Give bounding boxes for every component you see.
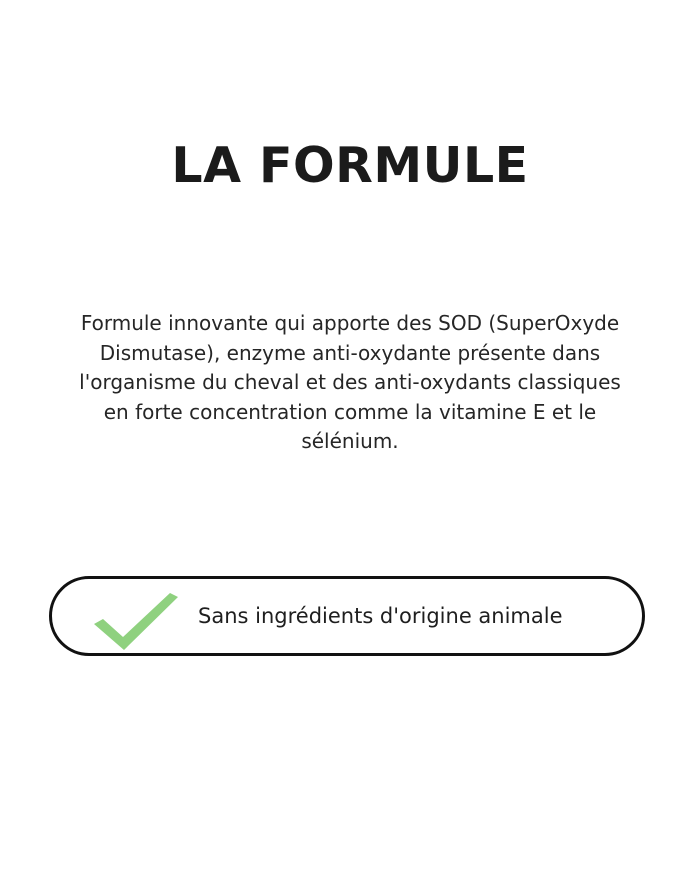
- feature-badge: [49, 576, 645, 656]
- check-icon: [92, 590, 180, 652]
- feature-badge-label: Sans ingrédients d'origine animale: [198, 604, 563, 628]
- formula-description: Formule innovante qui apporte des SOD (SuperOxyde Dismutase), enzyme anti-oxydante présente dans l'organisme du cheval et des anti-oxydants classiques en forte concentration comme la vitamine E et le sélénium.: [79, 311, 621, 453]
- section-title: LA FORMULE: [171, 137, 529, 194]
